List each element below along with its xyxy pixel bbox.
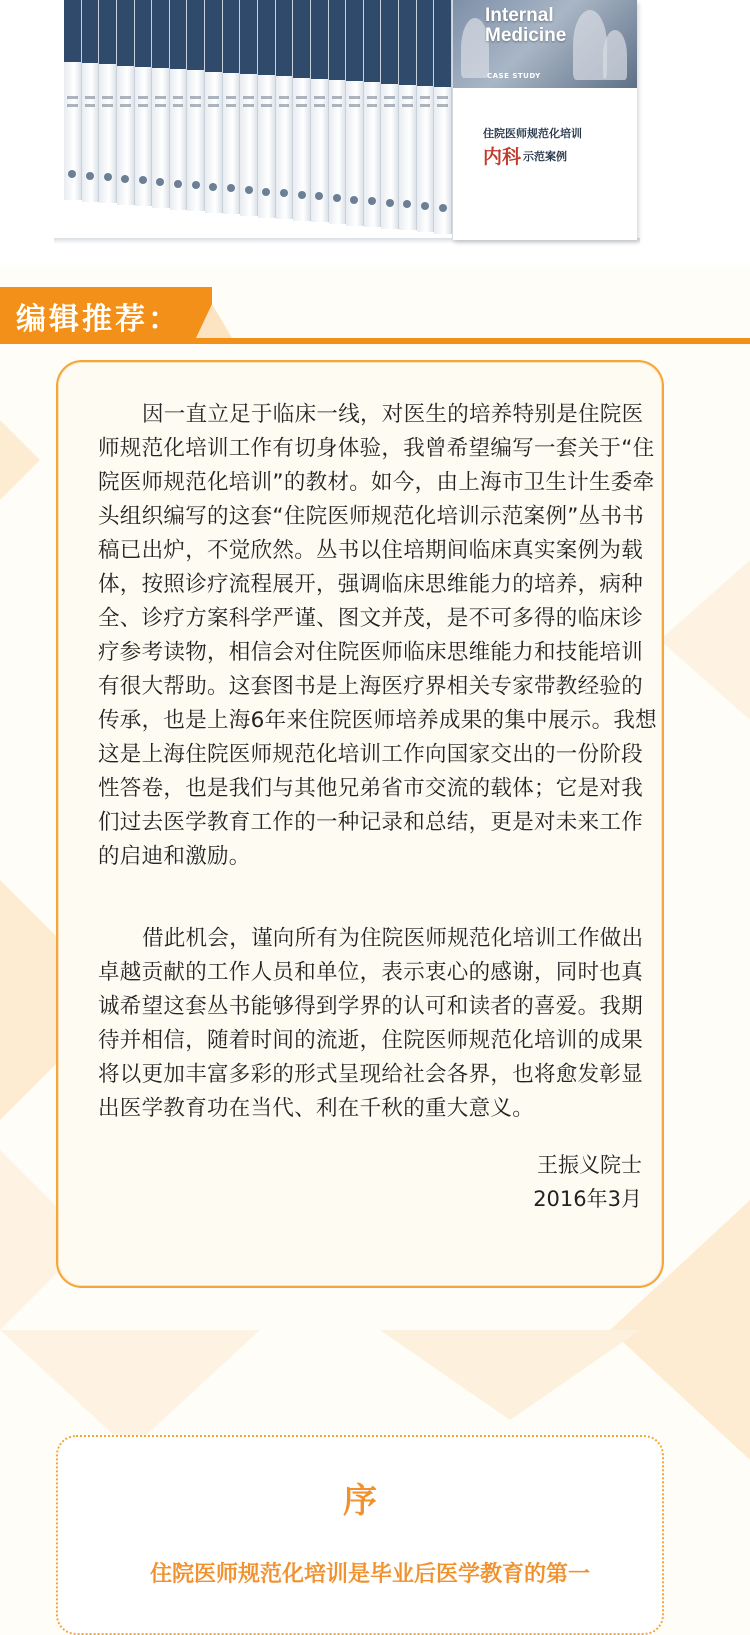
book-spine [276, 0, 294, 219]
book-spine [82, 0, 100, 202]
book-spine [293, 0, 311, 221]
recommendation-card [56, 360, 664, 1288]
book-spine [311, 0, 329, 222]
section-title: 编辑推荐： [16, 302, 181, 337]
recommendation-paragraph-1: 因一直立足于临床一线，对医生的培养特别是住院医师规范化培训工作有切身体验，我曾希望编写一套关于“住院医师规范化培训”的教材。如今，由上海市卫生计生委牵头组织编写的这套“住院医师规范化培训示范案例”丛书书稿已出炉，不觉欣然。丛书以住培期间临床真实案例为载体，按照诊疗流程展开，强调临床思维能力的培养，病种全、诊疗方案科学严谨、图文并茂，是不可多得的临床诊疗参考读物，相信会对住院医师临床思维能力和技能培训有很大帮助。这套图书是上海医疗界相关专家带教经验的传承，也是上海6年来住院医师培养成果的集中展示。我想这是上海住院医师规范化培训工作向国家交出的一份阶段性答卷，也是我们与其他兄弟省市交流的载体；它是对我们过去医学教育工作的一种记录和总结，更是对未来工作的启迪和激励。 [98, 402, 657, 869]
book-spine [135, 0, 153, 206]
cover-case-study-label: CASE STUDY [487, 72, 541, 80]
preface-card [56, 1435, 664, 1635]
cover-title-accent: 内科 [483, 146, 522, 168]
book-spine [64, 0, 82, 200]
signature-block [533, 1148, 642, 1216]
preface-title: 序 [343, 1481, 377, 1521]
book-spine [364, 0, 382, 227]
signature-date: 2016年3月 [533, 1187, 642, 1211]
book-spine [258, 0, 276, 218]
book-spine [99, 0, 117, 203]
book-spine [170, 0, 188, 210]
cover-title-suffix: 示范案例 [523, 150, 567, 163]
author-name: 王振义院士 [537, 1153, 642, 1177]
book-series-image [0, 0, 750, 265]
cover-english-title: Internal Medicine [485, 5, 567, 46]
book-spine [434, 0, 452, 234]
book-spine [240, 0, 258, 216]
book-spine [223, 0, 241, 214]
book-spine [381, 0, 399, 229]
preface-first-line: 住院医师规范化培训是毕业后医学教育的第一 [150, 1562, 591, 1587]
book-spine [187, 0, 205, 211]
section-header [0, 287, 750, 345]
book-cover-internal-medicine [452, 0, 637, 240]
book-spine [329, 0, 347, 224]
book-spine [417, 0, 435, 232]
recommendation-paragraph-2: 借此机会，谨向所有为住院医师规范化培训工作做出卓越贡献的工作人员和单位，表示衷心的感谢，同时也真诚希望这套丛书能够得到学界的认可和读者的喜爱。我期待并相信，随着时间的流逝，住院医师规范化培训的成果将以更加丰富多彩的形式呈现给社会各界，也将愈发彰显出医学教育功在当代、利在千秋的重大意义。 [98, 926, 644, 1121]
book-spine [399, 0, 417, 230]
cover-title: 住院医师规范化培训 [483, 127, 582, 140]
book-spine [205, 0, 223, 213]
book-spine [152, 0, 170, 208]
book-spine [346, 0, 364, 226]
book-spine [117, 0, 135, 205]
